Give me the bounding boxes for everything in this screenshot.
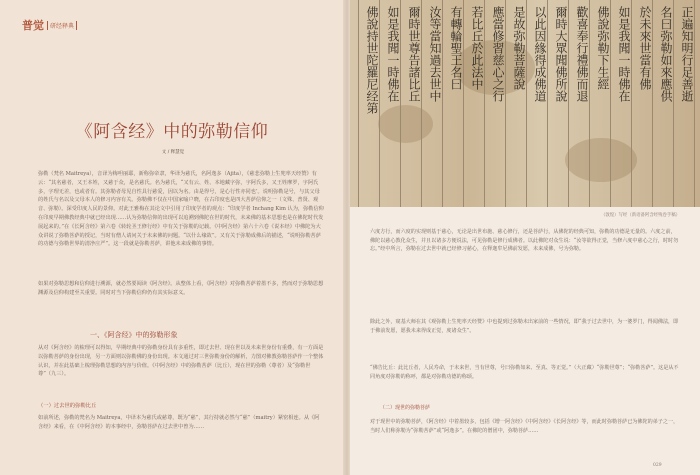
manuscript-image xyxy=(350,0,700,207)
left-paragraph-3: 从对《阿含经》的梳理可以得知，早期经典中的弥勒身份具有多重性，即过去世、现在世以及未来世身份有重叠，有一方面是以弥勒菩萨的身份出现，另一方面则以弥勒佛的身份出现。本文通过对三世弥勒身份的解析，力图对佛教弥勒菩萨作一个整体认识，并在此基础上梳理弥勒思想的内容与价值。《中阿含经》中的弥勒菩萨（比丘），现在世的弥勒（尊者）及“弥勒世尊”（九三）。 xyxy=(38,345,324,378)
manuscript-column: 汝等當知過去世中 xyxy=(428,6,442,102)
manuscript-ruling-line xyxy=(358,0,359,207)
manuscript-column: 應當修習慈心之行 xyxy=(491,6,505,102)
manuscript-ruling-line xyxy=(463,0,464,207)
manuscript-ruling-line xyxy=(610,0,611,207)
right-paragraph-4: 对于现世中的弥勒菩萨，《阿含经》中着墨较多，包括《增一阿含经》《中阿含经》《长阿含经》等，而此时弥勒菩萨已为佛陀的弟子之一，当时人们称弥勒为“弥勒菩萨”或“阿逸多”。在佛陀的僧团中，弥勒菩萨…… xyxy=(370,419,679,434)
right-paragraph-1: 六度方行，而六度的实现则基于慈心，无论是出世布施、慈心修行，还是菩萨行，从佛陀的经典可知，弥勒的功德是无量的。六度之前，佛陀以慈心教化众生，并且以诸多方便说法，可见弥勒是修行成佛者。以此佛陀对众生说：“汝等欲得正觉，当修六度中慈心之行，时时勿忘。”经中所言，弥勒在过去世中就已经修习慈心，在释迦牟尼佛前发愿，未来成佛，号为弥勒。 xyxy=(370,229,679,253)
image-caption: （敦煌）写经（新语备阿含经残卷手稿） xyxy=(600,213,680,218)
manuscript-column: 佛說持世陀羅尼经第 xyxy=(365,6,379,114)
left-paragraph-2: 如果对弥勒思想和信仰进行溯源，就必然要阅读《阿含经》。从整体上看，《阿含经》对弥勒菩萨着墨不多，然而对于弥勒思想渊源及信仰构建至关重要。同时对当下弥勒信仰仍有其实际意义。 xyxy=(38,281,324,296)
manuscript-ruling-line xyxy=(694,0,695,207)
manuscript-ruling-line xyxy=(568,0,569,207)
manuscript-column: 正遍知明行足善逝 xyxy=(680,6,694,102)
subsection-heading-1: （一）过去世的弥勒比丘 xyxy=(38,403,97,409)
manuscript-column: 以此因緣得成佛道 xyxy=(533,6,547,102)
right-paragraph-3: “佛告比丘：此比丘者，人民寿命，于未来世，当有世尊，号曰弥勒如来、至真、等正觉。”（大正藏）“弥勒世尊”；“弥勒菩萨”。这是从不同角度对弥勒的称呼，都是对弥勒功德的称颂。 xyxy=(370,365,679,380)
manuscript-ruling-line xyxy=(484,0,485,207)
manuscript-ruling-line xyxy=(379,0,380,207)
manuscript-column: 有轉輪聖王名曰 xyxy=(449,6,463,90)
left-paragraph-4: 如前所述，弥勒的梵名为 Maitreya，中译本为慈氏或慈尊，既为“慈”，其行持就必然与“慈”（maitry）紧密相连。从《阿含经》来看，在《中阿含经》的本事经中，弥勒菩萨在过去世中曾为…… xyxy=(38,415,320,430)
section-heading-1: 一、《阿含经》中的弥勒形象 xyxy=(90,331,178,339)
masthead xyxy=(22,17,77,33)
page-number: 029 xyxy=(653,463,662,468)
manuscript-column: 爾時大眾聞佛所說 xyxy=(554,6,568,102)
section-label: 研经释典 xyxy=(47,21,77,30)
manuscript-column: 若比丘於此法中 xyxy=(470,6,484,90)
manuscript-ruling-line xyxy=(547,0,548,207)
right-paragraph-2: 除此之外，窥基大师在其《观弥勒上生兜率天经赞》中也提到过弥勒未出家前的一些情况，即“我于过去世中，为一婆罗门，得闻佛法，即于佛前发愿，愿我未来得成正觉，度诸众生”。 xyxy=(370,319,679,334)
manuscript-ruling-line xyxy=(400,0,401,207)
article-title: 《阿含经》中的弥勒信仰 xyxy=(75,122,269,142)
manuscript-column: 是故弥勒菩薩說 xyxy=(512,6,526,90)
manuscript-column: 歡喜奉行禮佛而退 xyxy=(575,6,589,102)
manuscript-ruling-line xyxy=(589,0,590,207)
manuscript-column: 佛說弥勒下生經 xyxy=(596,6,610,90)
manuscript-ruling-line xyxy=(505,0,506,207)
manuscript-ruling-line xyxy=(631,0,632,207)
manuscript-column: 如是我聞一時佛在 xyxy=(617,6,631,102)
left-paragraph-1: 弥勒（梵名 Maitreya），音译为梅呾丽耶，新称弥帝隶，华译为慈氏，名阿逸多（Ajita），《慈悲弥勒上生兜率天经赞》有云：“其名慈者，又王本姓，又慈于众，是名慈氏。名为慈氏，“又有云、姓、本地藏字弥，字阿氏多，又王姓摩罗，字阿氏多，字理无差，也或者有。其弥勒者母见自性具行慈爱，因以为名。由是得号，是心行性亦同也’。说明弥勒是号，与其父母的姓氏与名以及父母本人的修习内容有关。弥勒佛不仅在中国家喻户晓，在古印度也是四大菩萨信仰之一（文殊、普贤、观音、弥勒）。深受印度人民的景仰。对此王雅梅在其论文中引用了印度学者的观点：“印度学者 Inchang Kim 认为，弥勒信仰在印度早期佛教经典中就已经出现……认为弥勒信仰的出现可以追溯到佛陀在世的时代，未来佛的基本思想也是在佛陀时代发展起来的。”在《长阿含经》第六卷《转轮圣王修行经》中有关于弥勒的记载。《中阿含经》第六十六卷《说本经》中佛陀为大众讲说了弥勒菩萨的授记，当时有僧人请问关于未来佛的问题。“以什么缘故”。又有关于弥勒成佛后的描述，“说明弥勒菩萨的功德与弥勒世界的清净庄严”。这一段就是弥勒菩萨，讲他未来成佛的事情。 xyxy=(38,171,324,248)
manuscript-ruling-line xyxy=(526,0,527,207)
manuscript-column: 如是我聞一時佛在 xyxy=(386,6,400,102)
manuscript-ruling-line xyxy=(442,0,443,207)
article-byline: 文 / 释慧觉 xyxy=(161,150,185,155)
subsection-heading-2: （二）现世的弥勒菩萨 xyxy=(380,405,431,411)
manuscript-ruling-line xyxy=(421,0,422,207)
manuscript-column: 名曰弥勒如來應供 xyxy=(659,6,673,102)
manuscript-ruling-line xyxy=(673,0,674,207)
manuscript-column: 於未來世當有佛 xyxy=(638,6,652,90)
magazine-brand: 普觉 xyxy=(22,19,44,32)
manuscript-ruling-line xyxy=(652,0,653,207)
manuscript-column: 爾時世尊告諸比丘 xyxy=(407,6,421,102)
